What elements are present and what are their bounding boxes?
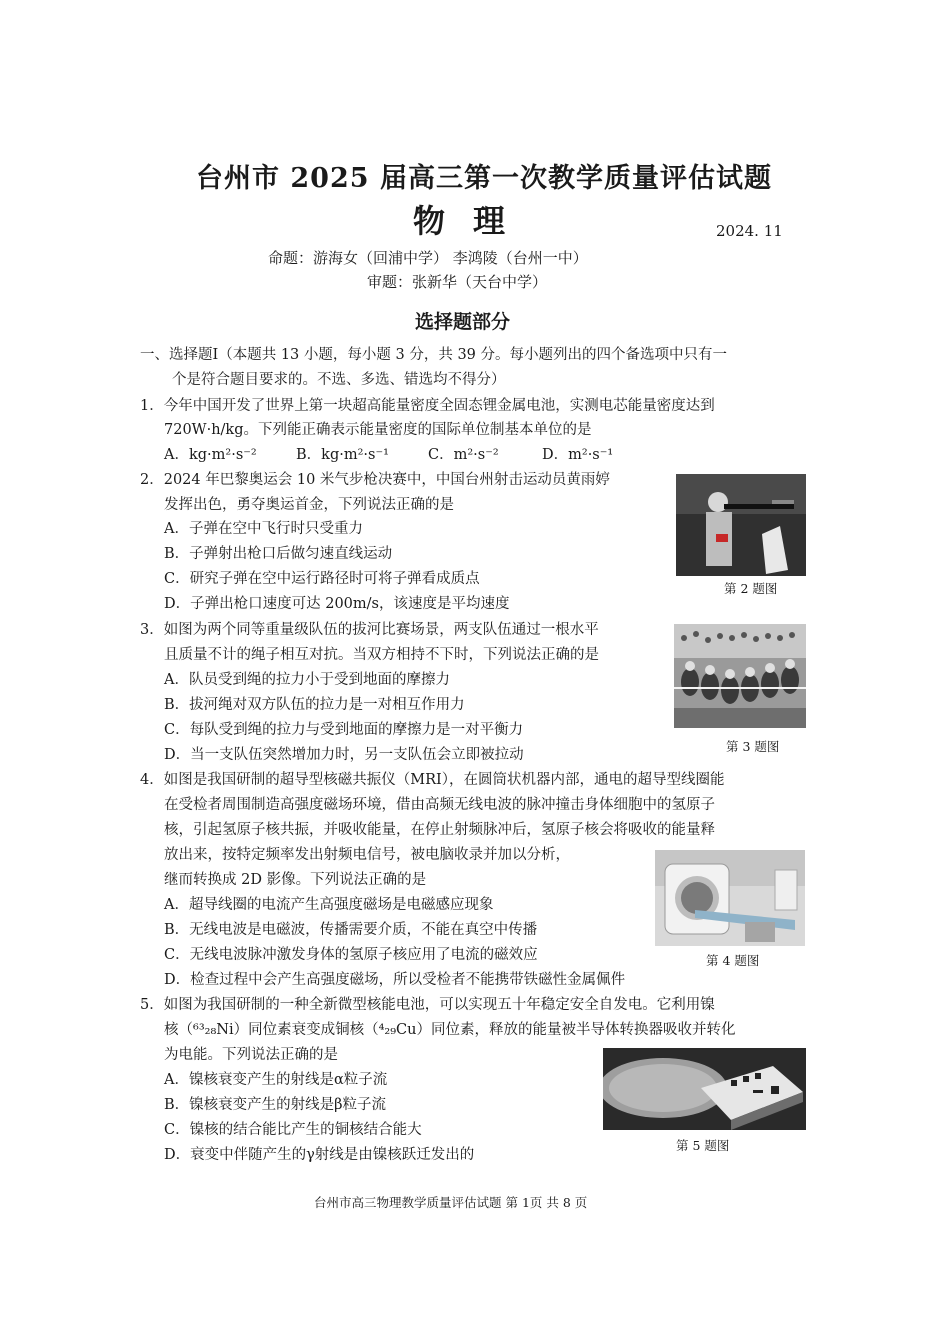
q2-option-a: A．子弹在空中飞行时只受重力 bbox=[164, 521, 363, 537]
figure-5-nuclear-battery-photo bbox=[603, 1048, 806, 1130]
q1-stem-line-1: 1．今年中国开发了世界上第一块超高能量密度全固态锂金属电池，实测电芯能量密度达到 bbox=[140, 398, 715, 414]
q4-option-a: A．超导线圈的电流产生高强度磁场是电磁感应现象 bbox=[164, 897, 494, 913]
q5-stem-line-3: 为电能。下列说法正确的是 bbox=[164, 1047, 338, 1063]
figure-3-tug-of-war-photo bbox=[674, 624, 806, 728]
q4-stem-line-4: 放出来，按特定频率发出射频电信号，被电脑收录并加以分析， bbox=[164, 847, 570, 863]
q4-stem-line-5: 继而转换成 2D 影像。下列说法正确的是 bbox=[164, 872, 427, 888]
figure-4-mri-photo bbox=[655, 850, 805, 946]
q5-stem-line-1: 5．如图为我国研制的一种全新微型核能电池，可以实现五十年稳定安全自发电。它利用镍 bbox=[140, 997, 715, 1013]
q3-option-c: C．每队受到绳的拉力与受到地面的摩擦力是一对平衡力 bbox=[164, 722, 524, 738]
q3-stem-line-2: 且质量不计的绳子相互对抗。当双方相持不下时，下列说法正确的是 bbox=[164, 647, 599, 663]
q3-option-b: B．拔河绳对双方队伍的拉力是一对相互作用力 bbox=[164, 697, 465, 713]
exam-date: 2024. 11 bbox=[716, 222, 783, 240]
q2-option-c: C．研究子弹在空中运行路径时可将子弹看成质点 bbox=[164, 571, 480, 587]
q1-option-b: B．kg·m²·s⁻¹ bbox=[296, 447, 389, 463]
section-title: 选择题部分 bbox=[415, 311, 511, 333]
q5-option-a: A．镍核衰变产生的射线是α粒子流 bbox=[164, 1072, 388, 1088]
figure-2-shooter-photo bbox=[676, 474, 806, 576]
figure-2-caption: 第 2 题图 bbox=[724, 581, 778, 596]
q4-stem-line-2: 在受检者周围制造高强度磁场环境，借由高频无线电波的脉冲撞击身体细胞中的氢原子 bbox=[164, 797, 715, 813]
page-footer: 台州市高三物理教学质量评估试题 第 1页 共 8 页 bbox=[314, 1195, 588, 1210]
q2-option-d: D．子弹出枪口速度可达 200m/s，该速度是平均速度 bbox=[164, 596, 510, 612]
q5-option-c: C．镍核的结合能比产生的铜核结合能大 bbox=[164, 1122, 422, 1138]
q5-stem-line-2: 核（⁶³₂₈Ni）同位素衰变成铜核（⁴₂₉Cu）同位素，释放的能量被半导体转换器吸收并转化 bbox=[164, 1022, 736, 1038]
part-heading-line-1: 一、选择题Ⅰ（本题共 13 小题，每小题 3 分，共 39 分。每小题列出的四个备选项中只有一 bbox=[140, 347, 728, 363]
q1-option-a: A．kg·m²·s⁻² bbox=[164, 447, 257, 463]
authors-line: 命题：游海女（回浦中学） 李鸿陵（台州一中） bbox=[268, 249, 588, 267]
figure-5-caption: 第 5 题图 bbox=[676, 1138, 730, 1153]
q2-option-b: B．子弹射出枪口后做匀速直线运动 bbox=[164, 546, 393, 562]
q4-option-b: B．无线电波是电磁波，传播需要介质，不能在真空中传播 bbox=[164, 922, 538, 938]
q1-option-c: C．m²·s⁻² bbox=[428, 447, 499, 463]
q4-option-d: D．检查过程中会产生高强度磁场，所以受检者不能携带铁磁性金属佩件 bbox=[164, 972, 626, 988]
q3-option-d: D．当一支队伍突然增加力时，另一支队伍会立即被拉动 bbox=[164, 747, 524, 763]
q4-option-c: C．无线电波脉冲激发身体的氢原子核应用了电流的磁效应 bbox=[164, 947, 538, 963]
q1-option-d: D．m²·s⁻¹ bbox=[542, 447, 614, 463]
figure-3-caption: 第 3 题图 bbox=[726, 739, 780, 754]
q4-stem-line-1: 4．如图是我国研制的超导型核磁共振仪（MRI），在圆筒状机器内部，通电的超导型线圈能 bbox=[140, 772, 725, 788]
q1-stem-line-2: 720W·h/kg。下列能正确表示能量密度的国际单位制基本单位的是 bbox=[164, 422, 592, 438]
exam-title: 台州市 2025 届高三第一次教学质量评估试题 bbox=[196, 163, 772, 194]
q3-stem-line-1: 3．如图为两个同等重量级队伍的拔河比赛场景，两支队伍通过一根水平 bbox=[140, 622, 599, 638]
q3-option-a: A．队员受到绳的拉力小于受到地面的摩擦力 bbox=[164, 672, 450, 688]
subject-title: 物理 bbox=[413, 202, 534, 240]
q5-option-b: B．镍核衰变产生的射线是β粒子流 bbox=[164, 1097, 387, 1113]
part-heading-line-2: 个是符合题目要求的。不选、多选、错选均不得分） bbox=[172, 372, 506, 388]
q2-stem-line-2: 发挥出色，勇夺奥运首金，下列说法正确的是 bbox=[164, 497, 454, 513]
reviewer-line: 审题：张新华（天台中学） bbox=[367, 273, 548, 291]
q5-option-d: D．衰变中伴随产生的γ射线是由镍核跃迁发出的 bbox=[164, 1147, 475, 1163]
q2-stem-line-1: 2．2024 年巴黎奥运会 10 米气步枪决赛中，中国台州射击运动员黄雨婷 bbox=[140, 472, 610, 488]
figure-4-caption: 第 4 题图 bbox=[706, 953, 760, 968]
q4-stem-line-3: 核，引起氢原子核共振，并吸收能量，在停止射频脉冲后，氢原子核会将吸收的能量释 bbox=[164, 822, 715, 838]
